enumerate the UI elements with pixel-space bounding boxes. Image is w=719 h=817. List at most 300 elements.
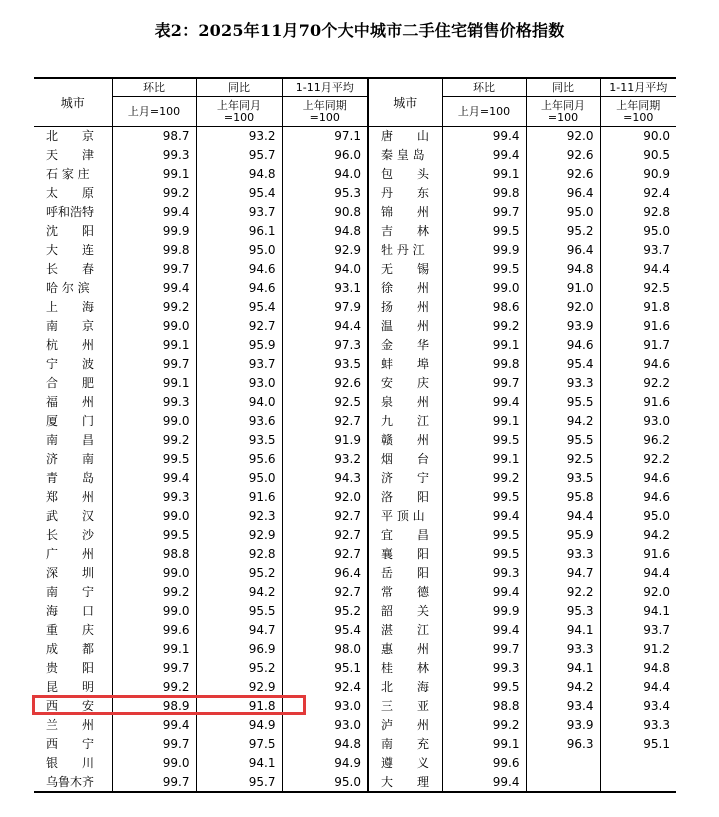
mom-cell-right: 99.4 — [442, 146, 526, 165]
city-cell-left: 兰 州 — [46, 718, 95, 732]
mom-cell-right: 99.8 — [442, 355, 526, 374]
table-row — [34, 298, 676, 317]
avg-cell-left: 92.0 — [282, 488, 368, 507]
table-row — [34, 469, 676, 488]
mom-cell-left: 99.7 — [112, 773, 196, 792]
avg-cell-left: 94.0 — [282, 260, 368, 279]
mom-cell-right: 99.5 — [442, 545, 526, 564]
yoy-cell-left: 93.5 — [196, 431, 282, 450]
avg-header-right: 1-11月平均 — [600, 78, 676, 97]
avg-cell-right: 92.5 — [600, 279, 676, 298]
avg-cell-left: 94.0 — [282, 165, 368, 184]
mom-cell-left: 99.2 — [112, 184, 196, 203]
city-cell-right: 蚌 埠 — [368, 355, 442, 374]
avg-cell-left: 92.6 — [282, 374, 368, 393]
mom-cell-right: 99.6 — [442, 754, 526, 773]
yoy-cell-left: 93.7 — [196, 203, 282, 222]
yoy-cell-left: 95.7 — [196, 146, 282, 165]
yoy-cell-right: 92.5 — [526, 450, 600, 469]
city-cell-right: 赣 州 — [368, 431, 442, 450]
avg-cell-left: 96.4 — [282, 564, 368, 583]
mom-cell-right: 99.5 — [442, 260, 526, 279]
yoy-cell-right: 95.0 — [526, 203, 600, 222]
avg-cell-left: 98.0 — [282, 640, 368, 659]
city-cell-right: 包 头 — [368, 165, 442, 184]
mom-cell-left: 99.0 — [112, 507, 196, 526]
mom-cell-right: 99.5 — [442, 526, 526, 545]
city-cell-right: 北 海 — [368, 678, 442, 697]
yoy-cell-left: 95.5 — [196, 602, 282, 621]
yoy-cell-right: 95.4 — [526, 355, 600, 374]
city-cell-left: 宁 波 — [46, 357, 95, 371]
yoy-cell-right: 92.6 — [526, 146, 600, 165]
avg-cell-right: 92.2 — [600, 374, 676, 393]
mom-cell-right: 99.4 — [442, 127, 526, 146]
mom-header-left: 环比 — [112, 78, 196, 97]
yoy-cell-left: 94.6 — [196, 279, 282, 298]
yoy-cell-right: 92.0 — [526, 127, 600, 146]
avg-cell-left: 92.9 — [282, 241, 368, 260]
city-cell-right: 烟 台 — [368, 450, 442, 469]
yoy-cell-right: 94.1 — [526, 621, 600, 640]
mom-cell-right: 99.7 — [442, 203, 526, 222]
city-cell-left: 银 川 — [46, 756, 95, 770]
city-cell-left: 济 南 — [46, 452, 95, 466]
yoy-cell-right: 94.2 — [526, 412, 600, 431]
table-row — [34, 184, 676, 203]
avg-cell-left: 93.2 — [282, 450, 368, 469]
avg-cell-left: 95.4 — [282, 621, 368, 640]
mom-cell-left: 99.1 — [112, 336, 196, 355]
table-row — [34, 545, 676, 564]
yoy-cell-left: 93.2 — [196, 127, 282, 146]
table-row — [34, 735, 676, 754]
mom-cell-left: 99.2 — [112, 583, 196, 602]
yoy-cell-left: 94.0 — [196, 393, 282, 412]
avg-cell-right — [600, 773, 676, 792]
yoy-cell-left: 95.9 — [196, 336, 282, 355]
yoy-cell-right — [526, 754, 600, 773]
avg-cell-left: 95.2 — [282, 602, 368, 621]
yoy-cell-right: 93.5 — [526, 469, 600, 488]
city-header-right: 城市 — [368, 78, 442, 127]
table-row — [34, 279, 676, 298]
avg-cell-right: 94.2 — [600, 526, 676, 545]
avg-cell-right: 94.4 — [600, 260, 676, 279]
table-body — [34, 127, 676, 792]
yoy-cell-left: 95.4 — [196, 298, 282, 317]
yoy-base-right: 上年同月=100 — [526, 97, 600, 127]
yoy-base-left: 上年同月=100 — [196, 97, 282, 127]
avg-cell-right: 94.1 — [600, 602, 676, 621]
city-cell-left: 杭 州 — [46, 338, 95, 352]
table-row — [34, 374, 676, 393]
avg-cell-right: 95.0 — [600, 222, 676, 241]
city-cell-right: 徐 州 — [368, 279, 442, 298]
mom-cell-right: 99.2 — [442, 716, 526, 735]
city-cell-left: 深 圳 — [46, 566, 95, 580]
avg-cell-right: 93.0 — [600, 412, 676, 431]
avg-cell-right — [600, 754, 676, 773]
city-cell-left: 青 岛 — [46, 471, 95, 485]
avg-cell-right: 92.4 — [600, 184, 676, 203]
city-cell-right: 常 德 — [368, 583, 442, 602]
avg-cell-left: 96.0 — [282, 146, 368, 165]
avg-cell-left: 92.7 — [282, 412, 368, 431]
yoy-cell-left: 94.9 — [196, 716, 282, 735]
mom-cell-right: 99.4 — [442, 393, 526, 412]
yoy-cell-right: 93.4 — [526, 697, 600, 716]
table-row — [34, 507, 676, 526]
yoy-cell-left: 95.4 — [196, 184, 282, 203]
yoy-cell-left: 94.2 — [196, 583, 282, 602]
avg-cell-right: 94.4 — [600, 678, 676, 697]
table-row — [34, 602, 676, 621]
avg-cell-right: 94.6 — [600, 469, 676, 488]
mom-cell-right: 99.7 — [442, 374, 526, 393]
avg-cell-left: 93.1 — [282, 279, 368, 298]
mom-cell-left: 99.7 — [112, 260, 196, 279]
mom-cell-right: 99.1 — [442, 412, 526, 431]
city-cell-right: 吉 林 — [368, 222, 442, 241]
mom-cell-left: 99.9 — [112, 222, 196, 241]
yoy-cell-left: 92.9 — [196, 526, 282, 545]
city-cell-right: 温 州 — [368, 317, 442, 336]
avg-base-right: 上年同期=100 — [600, 97, 676, 127]
table-row — [34, 222, 676, 241]
city-cell-left: 石 家 庄 — [46, 167, 90, 181]
yoy-cell-right: 93.3 — [526, 374, 600, 393]
yoy-cell-right: 95.3 — [526, 602, 600, 621]
mom-cell-left: 99.8 — [112, 241, 196, 260]
mom-base-left: 上月=100 — [112, 97, 196, 127]
city-cell-right: 扬 州 — [368, 298, 442, 317]
yoy-cell-left: 94.7 — [196, 621, 282, 640]
mom-cell-left: 99.4 — [112, 716, 196, 735]
avg-cell-right: 91.2 — [600, 640, 676, 659]
yoy-cell-right: 94.2 — [526, 678, 600, 697]
mom-cell-left: 99.0 — [112, 564, 196, 583]
mom-cell-right: 99.1 — [442, 165, 526, 184]
city-cell-left: 合 肥 — [46, 376, 95, 390]
table-row — [34, 526, 676, 545]
mom-cell-right: 98.8 — [442, 697, 526, 716]
yoy-cell-right: 95.5 — [526, 393, 600, 412]
avg-cell-left: 95.3 — [282, 184, 368, 203]
yoy-cell-right: 93.3 — [526, 640, 600, 659]
table-row — [34, 317, 676, 336]
avg-cell-left: 92.7 — [282, 526, 368, 545]
avg-cell-left: 93.0 — [282, 716, 368, 735]
city-cell-right: 平 顶 山 — [368, 507, 442, 526]
avg-cell-left: 92.7 — [282, 583, 368, 602]
mom-cell-right: 99.4 — [442, 773, 526, 792]
price-index-table — [34, 77, 676, 793]
yoy-cell-left: 95.7 — [196, 773, 282, 792]
city-cell-left: 重 庆 — [46, 623, 95, 637]
mom-cell-right: 99.4 — [442, 583, 526, 602]
city-cell-left: 贵 阳 — [46, 661, 95, 675]
yoy-cell-right: 96.4 — [526, 184, 600, 203]
city-cell-right: 泸 州 — [368, 716, 442, 735]
yoy-cell-left: 92.9 — [196, 678, 282, 697]
city-cell-left: 西 安 — [46, 699, 95, 713]
city-cell-right: 惠 州 — [368, 640, 442, 659]
yoy-cell-right: 95.8 — [526, 488, 600, 507]
table-row — [34, 583, 676, 602]
mom-cell-left: 99.2 — [112, 678, 196, 697]
yoy-cell-right: 94.6 — [526, 336, 600, 355]
avg-cell-right: 91.7 — [600, 336, 676, 355]
mom-cell-right: 99.5 — [442, 431, 526, 450]
yoy-cell-right: 95.9 — [526, 526, 600, 545]
mom-cell-left: 99.4 — [112, 279, 196, 298]
table-row — [34, 336, 676, 355]
city-cell-right: 无 锡 — [368, 260, 442, 279]
avg-cell-right: 95.1 — [600, 735, 676, 754]
city-cell-right: 南 充 — [368, 735, 442, 754]
city-cell-left: 哈 尔 滨 — [46, 281, 90, 295]
mom-cell-right: 99.7 — [442, 640, 526, 659]
table-row — [34, 260, 676, 279]
avg-cell-right: 96.2 — [600, 431, 676, 450]
table-row — [34, 450, 676, 469]
avg-cell-right: 90.0 — [600, 127, 676, 146]
mom-cell-right: 99.5 — [442, 222, 526, 241]
avg-cell-left: 91.9 — [282, 431, 368, 450]
table-row — [34, 488, 676, 507]
city-cell-right: 丹 东 — [368, 184, 442, 203]
mom-cell-left: 98.8 — [112, 545, 196, 564]
mom-cell-left: 99.7 — [112, 659, 196, 678]
table-title: 表2：2025年11月70个大中城市二手住宅销售价格指数 — [154, 21, 565, 40]
city-cell-right: 韶 关 — [368, 602, 442, 621]
yoy-cell-left: 94.8 — [196, 165, 282, 184]
yoy-cell-left: 95.0 — [196, 469, 282, 488]
city-cell-left: 太 原 — [46, 186, 95, 200]
yoy-cell-right: 94.8 — [526, 260, 600, 279]
city-cell-left: 福 州 — [46, 395, 95, 409]
mom-cell-right: 99.5 — [442, 678, 526, 697]
table-row — [34, 659, 676, 678]
city-cell-left: 上 海 — [46, 300, 95, 314]
avg-cell-right: 90.5 — [600, 146, 676, 165]
yoy-cell-left: 95.6 — [196, 450, 282, 469]
city-cell-right: 秦 皇 岛 — [368, 146, 442, 165]
city-cell-right: 九 江 — [368, 412, 442, 431]
avg-cell-left: 97.9 — [282, 298, 368, 317]
city-cell-left: 武 汉 — [46, 509, 95, 523]
city-cell-left: 呼和浩特 — [46, 205, 95, 219]
avg-cell-right: 95.0 — [600, 507, 676, 526]
city-cell-right: 遵 义 — [368, 754, 442, 773]
city-cell-right: 大 理 — [368, 773, 442, 792]
city-cell-left: 天 津 — [46, 148, 95, 162]
mom-cell-right: 99.1 — [442, 450, 526, 469]
mom-cell-right: 99.2 — [442, 469, 526, 488]
avg-cell-right: 92.8 — [600, 203, 676, 222]
yoy-cell-right: 93.3 — [526, 545, 600, 564]
mom-cell-left: 99.0 — [112, 754, 196, 773]
city-cell-right: 桂 林 — [368, 659, 442, 678]
mom-cell-left: 99.3 — [112, 393, 196, 412]
avg-cell-left: 92.7 — [282, 507, 368, 526]
city-cell-left: 北 京 — [46, 129, 95, 144]
avg-cell-right: 92.0 — [600, 583, 676, 602]
avg-cell-right: 94.8 — [600, 659, 676, 678]
mom-cell-left: 99.7 — [112, 355, 196, 374]
avg-cell-left: 94.8 — [282, 222, 368, 241]
yoy-cell-left: 92.8 — [196, 545, 282, 564]
yoy-cell-left: 91.8 — [196, 697, 282, 716]
mom-cell-right: 98.6 — [442, 298, 526, 317]
table-row — [34, 127, 676, 146]
city-cell-right: 牡 丹 江 — [368, 241, 442, 260]
city-cell-left: 南 京 — [46, 319, 95, 333]
mom-cell-right: 99.9 — [442, 602, 526, 621]
table-row — [34, 697, 676, 716]
city-cell-left: 西 宁 — [46, 737, 95, 751]
avg-cell-right: 91.6 — [600, 393, 676, 412]
table-row — [34, 678, 676, 697]
table-row — [34, 564, 676, 583]
table-row — [34, 203, 676, 222]
yoy-cell-left: 96.1 — [196, 222, 282, 241]
city-cell-right: 金 华 — [368, 336, 442, 355]
mom-cell-left: 99.5 — [112, 450, 196, 469]
avg-cell-left: 92.7 — [282, 545, 368, 564]
avg-cell-left: 97.1 — [282, 127, 368, 146]
table-row — [34, 754, 676, 773]
mom-cell-right: 99.4 — [442, 621, 526, 640]
mom-cell-left: 98.7 — [112, 127, 196, 146]
yoy-cell-right: 95.5 — [526, 431, 600, 450]
yoy-cell-left: 94.1 — [196, 754, 282, 773]
city-cell-left: 成 都 — [46, 642, 95, 656]
yoy-cell-left: 95.2 — [196, 564, 282, 583]
avg-cell-right: 94.6 — [600, 355, 676, 374]
yoy-cell-left: 93.7 — [196, 355, 282, 374]
yoy-cell-right: 93.9 — [526, 716, 600, 735]
avg-cell-left: 94.4 — [282, 317, 368, 336]
yoy-cell-left: 95.2 — [196, 659, 282, 678]
table-row — [34, 773, 676, 792]
mom-cell-left: 99.5 — [112, 526, 196, 545]
mom-base-right: 上月=100 — [442, 97, 526, 127]
city-cell-left: 长 春 — [46, 262, 95, 276]
mom-cell-right: 99.3 — [442, 564, 526, 583]
city-cell-right: 泉 州 — [368, 393, 442, 412]
avg-cell-right: 91.6 — [600, 545, 676, 564]
table-row — [34, 355, 676, 374]
avg-cell-left: 90.8 — [282, 203, 368, 222]
table-row — [34, 393, 676, 412]
avg-cell-right: 90.9 — [600, 165, 676, 184]
mom-cell-left: 99.1 — [112, 640, 196, 659]
yoy-cell-left: 96.9 — [196, 640, 282, 659]
city-cell-left: 沈 阳 — [46, 224, 95, 238]
table-row — [34, 621, 676, 640]
table-row — [34, 716, 676, 735]
yoy-cell-right: 94.1 — [526, 659, 600, 678]
mom-cell-right: 99.4 — [442, 507, 526, 526]
yoy-header-left: 同比 — [196, 78, 282, 97]
city-cell-right: 三 亚 — [368, 697, 442, 716]
mom-cell-left: 99.0 — [112, 317, 196, 336]
yoy-cell-left: 97.5 — [196, 735, 282, 754]
mom-cell-right: 99.9 — [442, 241, 526, 260]
city-cell-left: 昆 明 — [46, 680, 95, 694]
yoy-cell-right: 92.2 — [526, 583, 600, 602]
avg-cell-left: 94.3 — [282, 469, 368, 488]
mom-cell-right: 99.0 — [442, 279, 526, 298]
mom-cell-left: 99.0 — [112, 602, 196, 621]
city-cell-right: 襄 阳 — [368, 545, 442, 564]
city-cell-right: 湛 江 — [368, 621, 442, 640]
mom-cell-left: 99.4 — [112, 469, 196, 488]
table-row — [34, 412, 676, 431]
avg-cell-left: 97.3 — [282, 336, 368, 355]
city-cell-left: 广 州 — [46, 547, 95, 561]
avg-cell-left: 92.5 — [282, 393, 368, 412]
avg-cell-right: 91.8 — [600, 298, 676, 317]
avg-cell-right: 93.7 — [600, 621, 676, 640]
mom-cell-left: 99.1 — [112, 374, 196, 393]
mom-header-right: 环比 — [442, 78, 526, 97]
mom-cell-right: 99.5 — [442, 488, 526, 507]
mom-cell-right: 99.3 — [442, 659, 526, 678]
avg-cell-right: 93.3 — [600, 716, 676, 735]
avg-cell-left: 95.0 — [282, 773, 368, 792]
mom-cell-right: 99.8 — [442, 184, 526, 203]
avg-cell-right: 94.4 — [600, 564, 676, 583]
avg-cell-right: 94.6 — [600, 488, 676, 507]
city-cell-left: 大 连 — [46, 243, 95, 257]
avg-cell-left: 92.4 — [282, 678, 368, 697]
city-cell-right: 唐 山 — [368, 127, 442, 146]
yoy-cell-right: 94.4 — [526, 507, 600, 526]
city-cell-left: 南 昌 — [46, 433, 95, 447]
city-cell-left: 长 沙 — [46, 528, 95, 542]
avg-cell-right: 93.7 — [600, 241, 676, 260]
table-row — [34, 431, 676, 450]
avg-cell-left: 94.9 — [282, 754, 368, 773]
city-cell-right: 济 宁 — [368, 469, 442, 488]
avg-cell-left: 93.5 — [282, 355, 368, 374]
yoy-cell-right: 95.2 — [526, 222, 600, 241]
avg-cell-right: 91.6 — [600, 317, 676, 336]
avg-cell-left: 93.0 — [282, 697, 368, 716]
yoy-cell-right — [526, 773, 600, 792]
mom-cell-left: 99.3 — [112, 146, 196, 165]
mom-cell-left: 99.6 — [112, 621, 196, 640]
table-row — [34, 640, 676, 659]
yoy-cell-right: 94.7 — [526, 564, 600, 583]
city-cell-right: 安 庆 — [368, 374, 442, 393]
yoy-cell-right: 96.4 — [526, 241, 600, 260]
city-cell-right: 岳 阳 — [368, 564, 442, 583]
yoy-cell-right: 92.6 — [526, 165, 600, 184]
city-cell-left: 南 宁 — [46, 585, 95, 599]
mom-cell-left: 99.4 — [112, 203, 196, 222]
city-header-left: 城市 — [34, 78, 112, 127]
mom-cell-left: 99.3 — [112, 488, 196, 507]
mom-cell-right: 99.1 — [442, 735, 526, 754]
yoy-cell-left: 95.0 — [196, 241, 282, 260]
table-row — [34, 146, 676, 165]
mom-cell-left: 99.1 — [112, 165, 196, 184]
city-cell-left: 海 口 — [46, 604, 95, 618]
